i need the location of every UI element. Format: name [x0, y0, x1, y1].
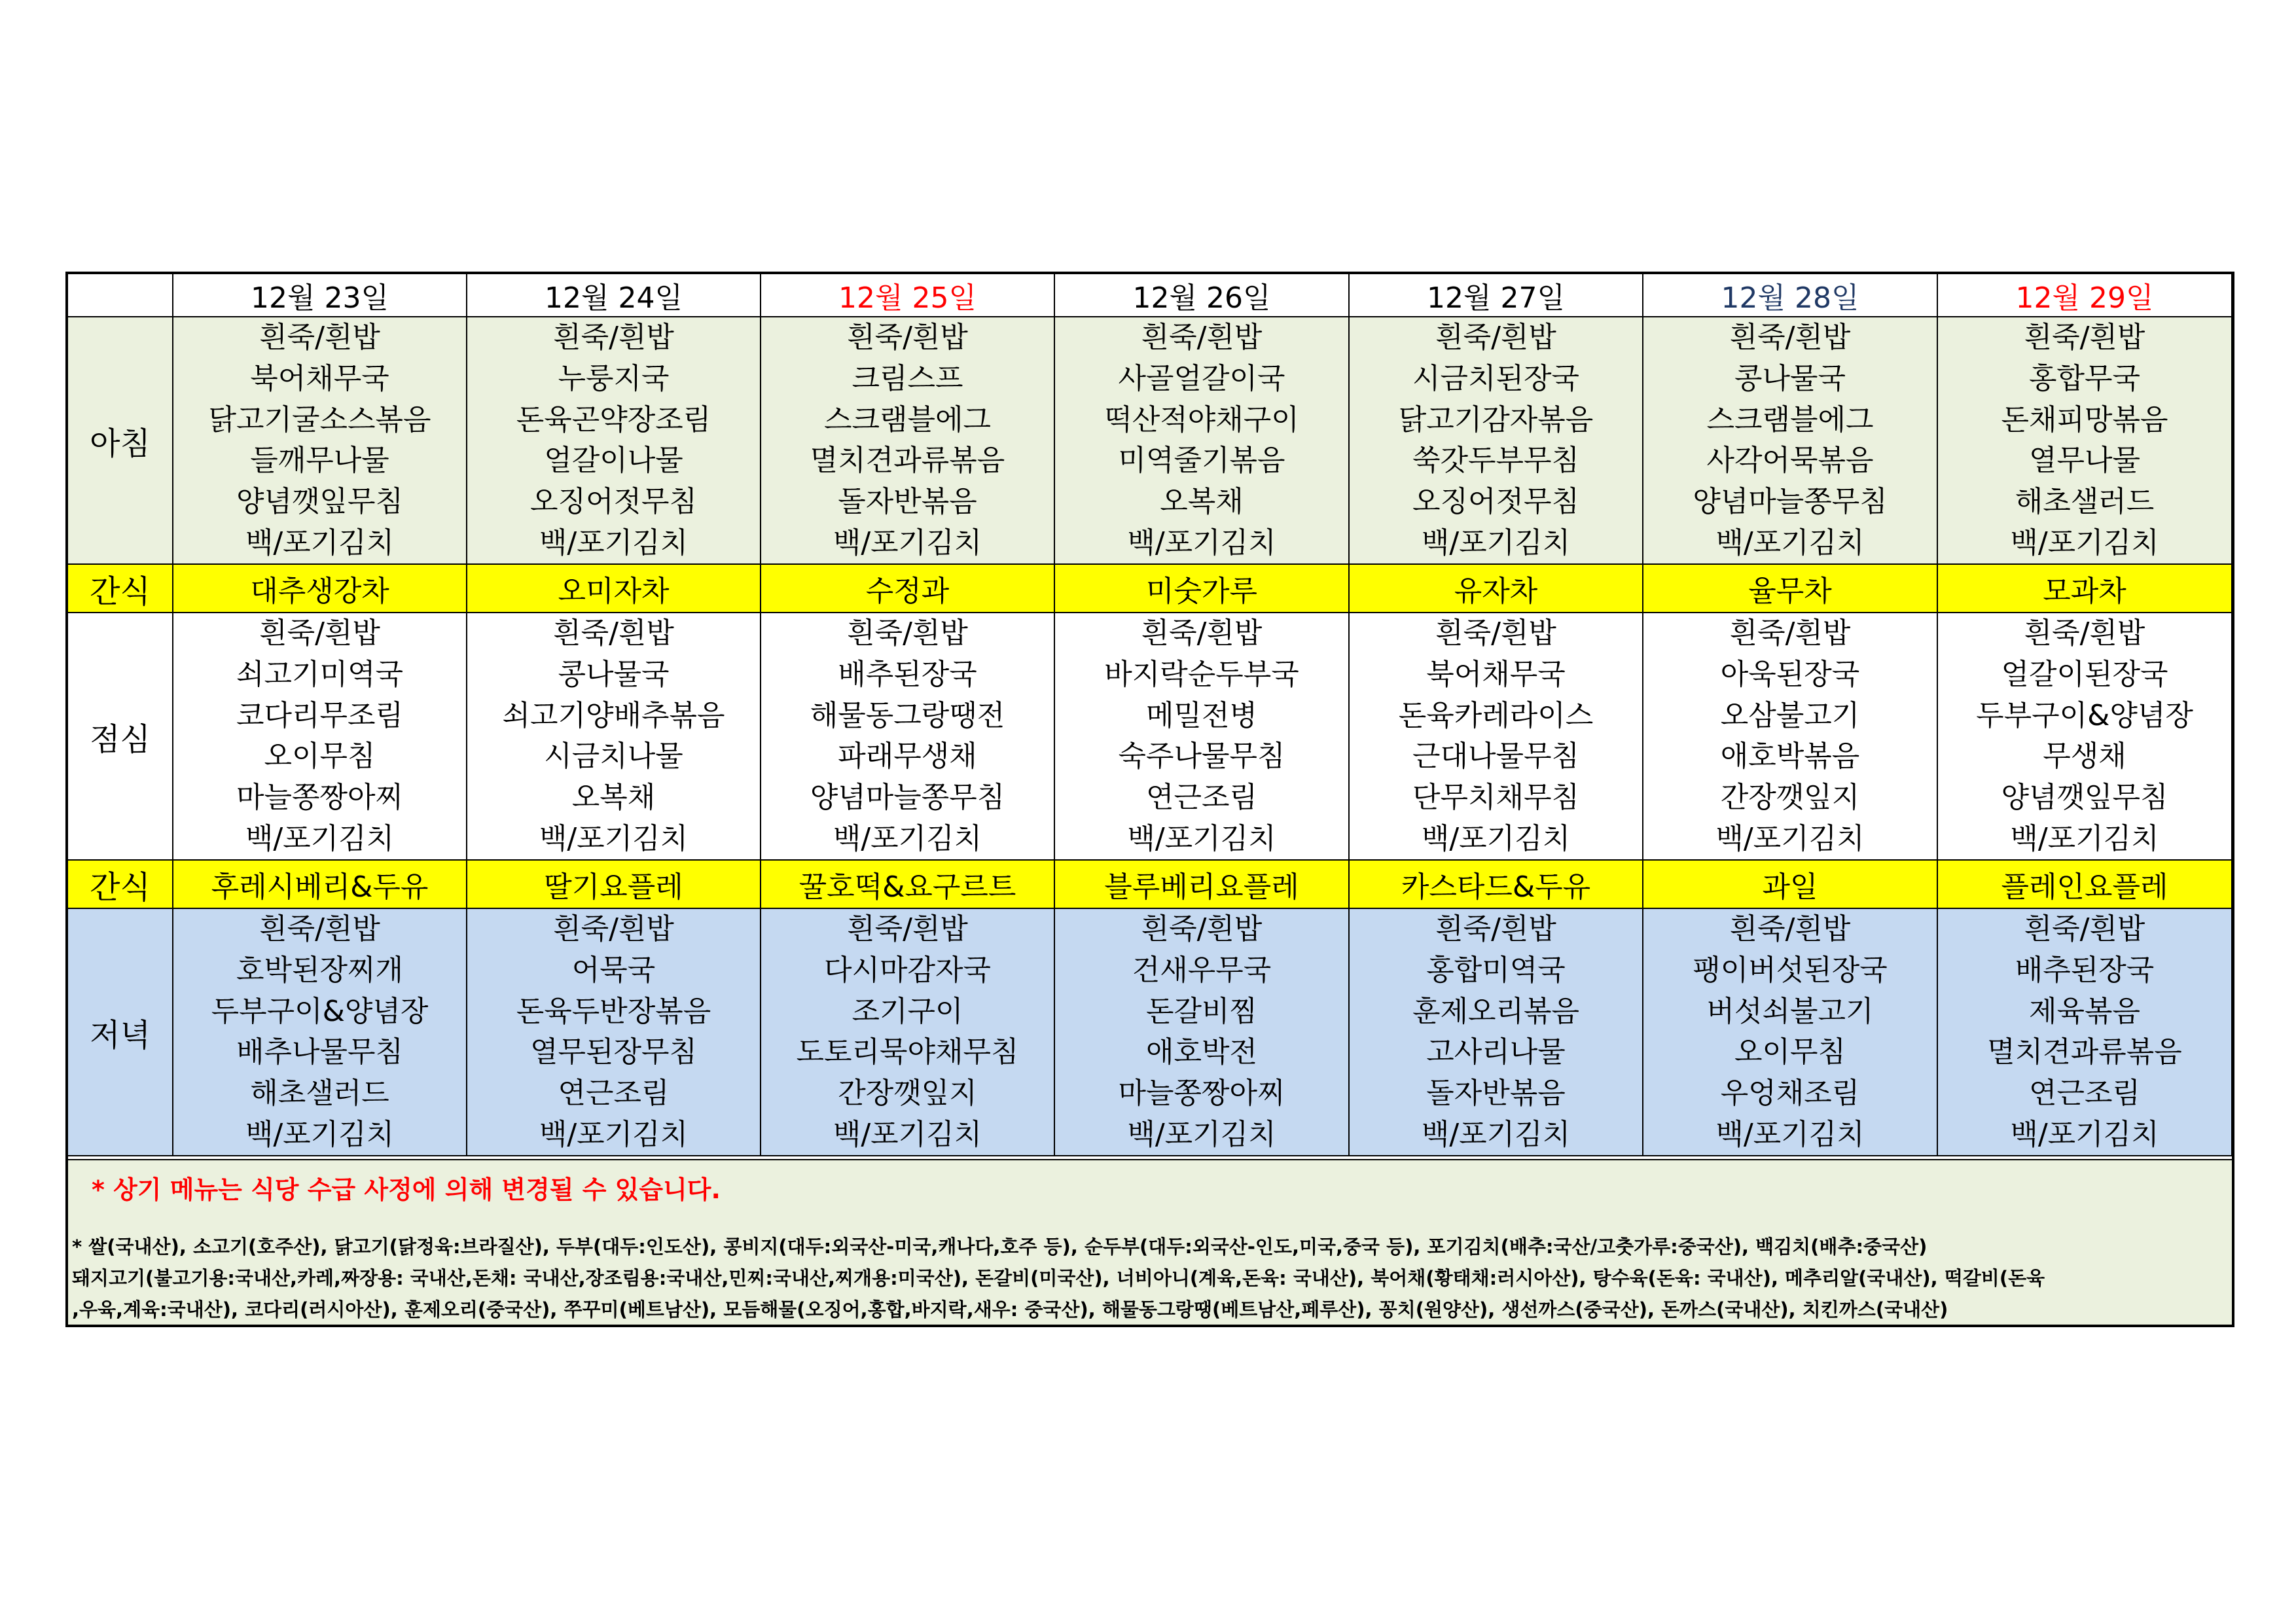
menu-item: 들깨무나물	[250, 444, 389, 478]
menu-item: 흰죽/흰밥	[1729, 912, 1851, 946]
menu-item: 연근조림	[1145, 780, 1257, 814]
origin-line: 돼지고기(불고기용:국내산,카레,짜장용: 국내산,돈채: 국내산,장조림용:국내산,민찌:국내산,찌개용:미국산), 돈갈비(미국산), 너비아니(계육,돈육: 국내산), 북어채(황태채:러시아산), 탕수육(돈육: 국내산), 메추리알(국내산), 떡갈비(돈육	[72, 1267, 2045, 1289]
menu-item: 오이무침	[1734, 1035, 1846, 1069]
menu-item-list	[1055, 317, 1348, 563]
lunch-label: 점심	[68, 613, 173, 860]
menu-item: 백/포기김치	[2010, 1117, 2159, 1151]
menu-item: 흰죽/흰밥	[1729, 616, 1851, 651]
menu-item: 백/포기김치	[1421, 1117, 1571, 1151]
menu-item: 시금치나물	[544, 740, 683, 774]
menu-item: 팽이버섯된장국	[1693, 953, 1888, 987]
snack-item: 율무차	[1643, 564, 1937, 613]
menu-item: 버섯쇠불고기	[1706, 994, 1874, 1028]
snack-label: 간식	[68, 564, 173, 613]
menu-item: 흰죽/흰밥	[1141, 616, 1263, 651]
menu-item-list	[1350, 613, 1642, 859]
menu-item: 백/포기김치	[1421, 821, 1571, 855]
menu-item: 흰죽/흰밥	[259, 616, 380, 651]
breakfast-cell	[173, 317, 467, 564]
menu-item: 오삼불고기	[1720, 698, 1860, 732]
menu-item: 양념마늘쫑무침	[1693, 484, 1888, 518]
dinner-cell	[1054, 908, 1349, 1156]
snack-item: 모과차	[1937, 564, 2232, 613]
menu-item: 코다리무조림	[236, 698, 404, 732]
corner-cell	[68, 274, 173, 317]
origin-line: ,우육,계육:국내산), 코다리(러시아산), 훈제오리(중국산), 쭈꾸미(베트남산), 모듬해물(오징어,홍합,바지락,새우: 중국산), 해물동그랑땡(베트남산,페루산), 꽁치(원양산), 생선까스(중국산), 돈까스(국내산), 치킨까스(국내산)	[72, 1298, 1948, 1321]
dinner-label: 저녁	[68, 908, 173, 1156]
menu-item: 두부구이&양념장	[1976, 698, 2193, 732]
snack-label: 간식	[68, 860, 173, 908]
day-header: 12월 24일	[467, 274, 761, 317]
menu-item: 흰죽/흰밥	[553, 616, 674, 651]
menu-item: 오징어젓무침	[529, 484, 698, 518]
menu-item: 바지락순두부국	[1104, 657, 1299, 691]
lunch-cell	[1054, 613, 1349, 860]
menu-item: 우엉채조림	[1720, 1076, 1860, 1110]
breakfast-cell	[1643, 317, 1937, 564]
menu-item-list	[761, 613, 1054, 859]
lunch-row	[68, 613, 2232, 860]
menu-item: 미역줄기볶음	[1118, 444, 1285, 478]
snack-item: 대추생강차	[173, 564, 467, 613]
menu-item: 오징어젓무침	[1412, 484, 1580, 518]
menu-item: 백/포기김치	[1715, 1117, 1865, 1151]
date-header-row	[68, 274, 2232, 317]
breakfast-cell	[1937, 317, 2232, 564]
menu-item: 흰죽/흰밥	[553, 321, 674, 355]
menu-item-list	[761, 909, 1054, 1155]
menu-item: 흰죽/흰밥	[2024, 616, 2145, 651]
menu-item: 무생채	[2043, 740, 2126, 774]
menu-item: 멸치견과류볶음	[810, 444, 1005, 478]
dinner-row	[68, 908, 2232, 1156]
menu-item-list	[1643, 317, 1937, 563]
menu-item-list	[1643, 909, 1937, 1155]
menu-item: 돈채피망볶음	[2001, 402, 2168, 437]
menu-item: 사골얼갈이국	[1118, 361, 1285, 395]
menu-item-list	[761, 317, 1054, 563]
lunch-cell	[1643, 613, 1937, 860]
menu-item: 호박된장찌개	[236, 953, 404, 987]
menu-item: 배추나물무침	[236, 1035, 404, 1069]
menu-item: 닭고기감자볶음	[1398, 402, 1594, 437]
morning-snack-row	[68, 564, 2232, 613]
menu-item: 크림스프	[852, 361, 963, 395]
snack-item: 수정과	[761, 564, 1054, 613]
menu-item-list	[1350, 317, 1642, 563]
snack-item: 딸기요플레	[467, 860, 761, 908]
lunch-cell	[1349, 613, 1643, 860]
menu-item-list	[1938, 317, 2231, 563]
menu-item: 흰죽/흰밥	[847, 321, 968, 355]
lunch-cell	[467, 613, 761, 860]
menu-item: 흰죽/흰밥	[553, 912, 674, 946]
menu-item: 백/포기김치	[1715, 821, 1865, 855]
menu-item: 백/포기김치	[2010, 526, 2159, 560]
day-header: 12월 25일	[761, 274, 1054, 317]
menu-item: 백/포기김치	[245, 526, 395, 560]
menu-item: 쑥갓두부무침	[1412, 444, 1580, 478]
menu-item: 시금치된장국	[1412, 361, 1580, 395]
menu-item: 흰죽/흰밥	[847, 912, 968, 946]
breakfast-cell	[467, 317, 761, 564]
menu-item-list	[1938, 909, 2231, 1155]
menu-sheet	[65, 272, 2234, 1327]
menu-item: 흰죽/흰밥	[2024, 321, 2145, 355]
menu-item: 백/포기김치	[1127, 526, 1276, 560]
breakfast-cell	[761, 317, 1054, 564]
menu-item: 백/포기김치	[1421, 526, 1571, 560]
breakfast-row	[68, 317, 2232, 564]
menu-item: 백/포기김치	[1715, 526, 1865, 560]
snack-item: 과일	[1643, 860, 1937, 908]
menu-item: 백/포기김치	[2010, 821, 2159, 855]
menu-item: 돈육카레라이스	[1398, 698, 1594, 732]
lunch-cell	[1937, 613, 2232, 860]
day-header: 12월 28일	[1643, 274, 1937, 317]
weekly-menu-table	[68, 274, 2233, 1156]
menu-item: 흰죽/흰밥	[259, 912, 380, 946]
menu-item: 흰죽/흰밥	[2024, 912, 2145, 946]
menu-item: 백/포기김치	[833, 821, 982, 855]
menu-item: 고사리나물	[1426, 1035, 1566, 1069]
menu-item: 양념깻잎무침	[2001, 780, 2168, 814]
menu-item: 다시마감자국	[823, 953, 992, 987]
menu-item: 오복채	[1160, 484, 1244, 518]
menu-item: 스크램블에그	[1706, 402, 1874, 437]
menu-item: 콩나물국	[1734, 361, 1846, 395]
menu-item: 양념마늘쫑무침	[810, 780, 1005, 814]
menu-item: 북어채무국	[1426, 657, 1566, 691]
menu-item: 스크램블에그	[823, 402, 992, 437]
menu-item: 북어채무국	[250, 361, 389, 395]
menu-item-list	[467, 909, 760, 1155]
menu-item-list	[173, 909, 466, 1155]
snack-item: 카스타드&두유	[1349, 860, 1643, 908]
menu-item: 누룽지국	[558, 361, 670, 395]
menu-item: 백/포기김치	[539, 526, 689, 560]
snack-item: 후레시베리&두유	[173, 860, 467, 908]
menu-item: 배추된장국	[2015, 953, 2155, 987]
snack-item: 유자차	[1349, 564, 1643, 613]
menu-item: 양념깻잎무침	[236, 484, 404, 518]
menu-item-list	[1055, 613, 1348, 859]
menu-item: 멸치견과류볶음	[1987, 1035, 2182, 1069]
menu-item: 조기구이	[852, 994, 963, 1028]
menu-item-list	[1938, 613, 2231, 859]
snack-item: 꿀호떡&요구르트	[761, 860, 1054, 908]
menu-item-list	[467, 317, 760, 563]
menu-item: 오이무침	[264, 740, 376, 774]
menu-item: 흰죽/흰밥	[1435, 616, 1556, 651]
menu-item: 해초샐러드	[2015, 484, 2155, 518]
menu-item-list	[173, 317, 466, 563]
menu-item: 쇠고기양배추볶음	[502, 698, 725, 732]
menu-item: 마늘쫑짱아찌	[1118, 1076, 1285, 1110]
dinner-cell	[173, 908, 467, 1156]
menu-item: 돈육두반장볶음	[516, 994, 711, 1028]
menu-item: 마늘쫑짱아찌	[236, 780, 404, 814]
menu-item: 흰죽/흰밥	[847, 616, 968, 651]
menu-item-list	[173, 613, 466, 859]
dinner-cell	[467, 908, 761, 1156]
menu-item: 돈육곤약장조림	[516, 402, 711, 437]
menu-item: 단무치채무침	[1412, 780, 1580, 814]
dinner-cell	[1643, 908, 1937, 1156]
menu-item: 오복채	[571, 780, 656, 814]
menu-item: 흰죽/흰밥	[1141, 912, 1263, 946]
dinner-cell	[1349, 908, 1643, 1156]
menu-item: 메밀전병	[1145, 698, 1257, 732]
menu-item: 해물동그랑땡전	[810, 698, 1005, 732]
menu-item: 백/포기김치	[539, 1117, 689, 1151]
menu-item: 열무나물	[2028, 444, 2140, 478]
menu-item: 애호박볶음	[1720, 740, 1860, 774]
menu-item: 돌자반볶음	[1426, 1076, 1566, 1110]
menu-item: 흰죽/흰밥	[1729, 321, 1851, 355]
breakfast-cell	[1054, 317, 1349, 564]
menu-item: 흰죽/흰밥	[1141, 321, 1263, 355]
menu-item-list	[1055, 909, 1348, 1155]
dinner-cell	[1937, 908, 2232, 1156]
day-header: 12월 26일	[1054, 274, 1349, 317]
menu-item-list	[1643, 613, 1937, 859]
snack-item: 블루베리요플레	[1054, 860, 1349, 908]
menu-item: 해초샐러드	[250, 1076, 389, 1110]
breakfast-cell	[1349, 317, 1643, 564]
origin-line: * 쌀(국내산), 소고기(호주산), 닭고기(닭정육:브라질산), 두부(대두:인도산), 콩비지(대두:외국산-미국,캐나다,호주 등), 순두부(대두:외국산-인도,미국,중국 등), 포기김치(배추:국산/고춧가루:중국산), 백김치(배추:중국산)	[72, 1236, 1928, 1258]
menu-item: 흰죽/흰밥	[1435, 321, 1556, 355]
menu-item: 홍합미역국	[1426, 953, 1566, 987]
menu-item: 건새우무국	[1132, 953, 1272, 987]
menu-item: 백/포기김치	[539, 821, 689, 855]
menu-item: 백/포기김치	[833, 526, 982, 560]
menu-item: 연근조림	[558, 1076, 670, 1110]
breakfast-label: 아침	[68, 317, 173, 564]
menu-item: 아욱된장국	[1720, 657, 1860, 691]
menu-item: 쇠고기미역국	[236, 657, 404, 691]
menu-item: 애호박전	[1145, 1035, 1257, 1069]
menu-item: 도토리묵야채무침	[796, 1035, 1019, 1069]
menu-item: 돈갈비찜	[1145, 994, 1257, 1028]
menu-item: 흰죽/흰밥	[259, 321, 380, 355]
menu-item: 돌자반볶음	[838, 484, 977, 518]
lunch-cell	[761, 613, 1054, 860]
menu-item: 홍합무국	[2028, 361, 2140, 395]
notes-box	[68, 1159, 2232, 1325]
day-header: 12월 27일	[1349, 274, 1643, 317]
menu-item: 간장깻잎지	[1720, 780, 1860, 814]
menu-item: 제육볶음	[2028, 994, 2140, 1028]
menu-item: 어묵국	[571, 953, 656, 987]
snack-item: 미숫가루	[1054, 564, 1349, 613]
menu-item: 간장깻잎지	[838, 1076, 977, 1110]
menu-item: 파래무생채	[838, 740, 977, 774]
snack-item: 오미자차	[467, 564, 761, 613]
menu-item: 흰죽/흰밥	[1435, 912, 1556, 946]
menu-item: 떡산적야채구이	[1104, 402, 1299, 437]
change-notice: * 상기 메뉴는 식당 수급 사정에 의해 변경될 수 있습니다.	[92, 1175, 721, 1204]
menu-item: 근대나물무침	[1412, 740, 1580, 774]
menu-item: 열무된장무침	[529, 1035, 698, 1069]
menu-item: 백/포기김치	[245, 821, 395, 855]
menu-item: 두부구이&양념장	[211, 994, 429, 1028]
menu-item: 백/포기김치	[1127, 1117, 1276, 1151]
snack-item: 플레인요플레	[1937, 860, 2232, 908]
day-header: 12월 29일	[1937, 274, 2232, 317]
day-header: 12월 23일	[173, 274, 467, 317]
dinner-cell	[761, 908, 1054, 1156]
menu-item: 얼갈이나물	[544, 444, 683, 478]
menu-item: 사각어묵볶음	[1706, 444, 1874, 478]
menu-item: 닭고기굴소스볶음	[208, 402, 431, 437]
menu-item: 백/포기김치	[833, 1117, 982, 1151]
menu-item-list	[467, 613, 760, 859]
menu-item: 연근조림	[2028, 1076, 2140, 1110]
menu-item-list	[1350, 909, 1642, 1155]
menu-item: 콩나물국	[558, 657, 670, 691]
menu-item: 훈제오리볶음	[1412, 994, 1580, 1028]
afternoon-snack-row	[68, 860, 2232, 908]
menu-item: 백/포기김치	[1127, 821, 1276, 855]
menu-item: 배추된장국	[838, 657, 977, 691]
menu-item: 백/포기김치	[245, 1117, 395, 1151]
menu-item: 숙주나물무침	[1118, 740, 1285, 774]
lunch-cell	[173, 613, 467, 860]
menu-item: 얼갈이된장국	[2001, 657, 2168, 691]
